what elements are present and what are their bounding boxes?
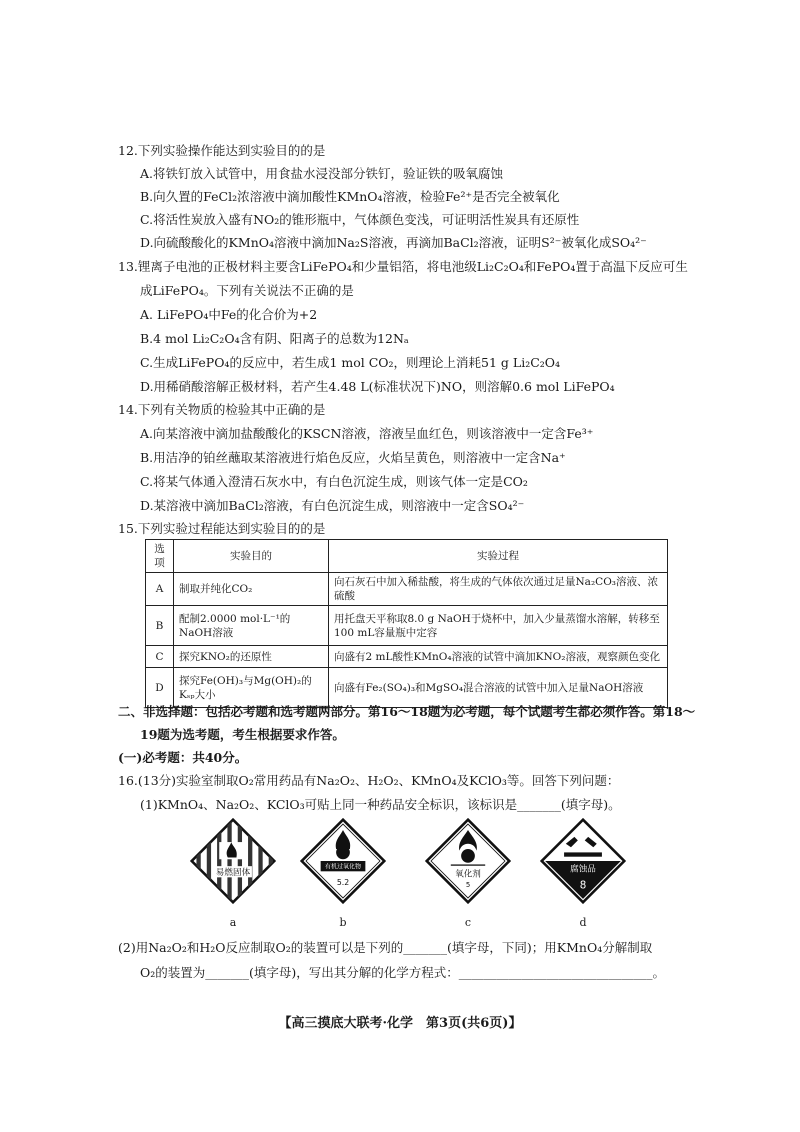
table-cell-goal: 制取并纯化CO₂: [174, 573, 329, 606]
sign-d-number: 8: [579, 879, 587, 892]
q13-option-c: C.生成LiFePO₄的反应中，若生成1 mol CO₂，则理论上消耗51 g Li₂C₂O₄: [140, 355, 561, 370]
organic-peroxide-sign-icon: [300, 818, 386, 904]
table-header-option: 选项: [146, 540, 174, 573]
table-header-goal: 实验目的: [174, 540, 329, 573]
q12-stem: 12.下列实验操作能达到实验目的的是: [118, 143, 326, 158]
sign-c-letter: c: [464, 916, 472, 929]
table-cell-option: A: [146, 573, 174, 606]
q12-option-b: B.向久置的FeCl₂浓溶液中滴加酸性KMnO₄溶液，检验Fe²⁺是否完全被氧化: [140, 189, 560, 204]
table-cell-goal: 探究Fe(OH)₃与Mg(OH)₂的Kₛₚ大小: [174, 668, 329, 708]
q16-part1: (1)KMnO₄、Na₂O₂、KClO₃可贴上同一种药品安全标识，该标识是_______(填字母)。: [140, 797, 621, 812]
q13-option-a: A. LiFePO₄中Fe的化合价为+2: [140, 307, 318, 322]
sign-c-label: 氧化剂: [455, 869, 481, 880]
table-cell-option: C: [146, 646, 174, 668]
corrosive-sign-icon: [540, 818, 626, 904]
flammable-solid-sign-icon: [190, 818, 276, 904]
q13-option-d: D.用稀硝酸溶解正极材料，若产生4.48 L(标准状况下)NO，则溶解0.6 mol LiFePO₄: [140, 379, 615, 394]
table-header-row: [146, 540, 668, 573]
sign-a-letter: a: [229, 916, 237, 929]
q14-option-d: D.某溶液中滴加BaCl₂溶液，有白色沉淀生成，则溶液中一定含SO₄²⁻: [140, 498, 525, 513]
sign-d-letter: d: [579, 916, 587, 929]
sign-b-label: 有机过氧化物: [324, 863, 362, 871]
table-cell-procedure: 向石灰石中加入稀盐酸，将生成的气体依次通过足量Na₂CO₃溶液、浓硫酸: [329, 573, 668, 606]
q13-stem-line2: 成LiFePO₄。下列有关说法不正确的是: [140, 283, 354, 298]
section2-intro-line1: 二、非选择题：包括必考题和选考题两部分。第16～18题为必考题，每个试题考生都必须作答。第18～: [118, 704, 696, 719]
table-header-procedure: 实验过程: [329, 540, 668, 573]
q13-option-b: B.4 mol Li₂C₂O₄含有阴、阳离子的总数为12Nₐ: [140, 331, 409, 346]
q14-option-b: B.用洁净的铂丝蘸取某溶液进行焰色反应，火焰呈黄色，则溶液中一定含Na⁺: [140, 450, 566, 465]
q12-option-c: C.将活性炭放入盛有NO₂的锥形瓶中，气体颜色变浅，可证明活性炭具有还原性: [140, 212, 580, 227]
sign-b-number: 5.2: [336, 878, 350, 888]
table-cell-procedure: 用托盘天平称取8.0 g NaOH于烧杯中，加入少量蒸馏水溶解，转移至100 mL容量瓶中定容: [329, 606, 668, 646]
table-row: [146, 606, 668, 646]
q14-stem: 14.下列有关物质的检验其中正确的是: [118, 402, 326, 417]
q14-option-a: A.向某溶液中滴加盐酸酸化的KSCN溶液，溶液呈血红色，则该溶液中一定含Fe³⁺: [140, 426, 594, 441]
table-cell-goal: 探究KNO₂的还原性: [174, 646, 329, 668]
q13-stem-line1: 13.锂离子电池的正极材料主要含LiFePO₄和少量铝箔，将电池级Li₂C₂O₄和FePO₄置于高温下反应可生: [118, 259, 688, 274]
q16-stem: 16.(13分)实验室制取O₂常用药品有Na₂O₂、H₂O₂、KMnO₄及KClO₃等。回答下列问题：: [118, 773, 620, 788]
q15-stem: 15.下列实验过程能达到实验目的的是: [118, 521, 326, 536]
table-row: [146, 668, 668, 708]
q12-option-a: A.将铁钉放入试管中，用食盐水浸没部分铁钉，验证铁的吸氧腐蚀: [140, 166, 504, 181]
oxidizer-sign-icon: [425, 818, 511, 904]
q12-option-d: D.向硫酸酸化的KMnO₄溶液中滴加Na₂S溶液，再滴加BaCl₂溶液，证明S²⁻被氧化成SO₄²⁻: [140, 235, 647, 250]
table-row: [146, 646, 668, 668]
q16-part2-line1: (2)用Na₂O₂和H₂O反应制取O₂的装置可以是下列的_______(填字母，下同)；用KMnO₄分解制取: [118, 940, 653, 955]
table-cell-option: B: [146, 606, 174, 646]
sign-b-letter: b: [339, 916, 347, 929]
sign-d-label: 腐蚀品: [570, 864, 596, 875]
q15-experiment-table: [145, 539, 668, 708]
q16-part2-line2: O₂的装置为_______(填字母)，写出其分解的化学方程式：_______________________________。: [140, 965, 666, 980]
table-cell-procedure: 向盛有2 mL酸性KMnO₄溶液的试管中滴加KNO₂溶液，观察颜色变化: [329, 646, 668, 668]
section2-required-heading: (一)必考题：共40分。: [118, 750, 248, 765]
sign-a-label: 易燃固体: [215, 867, 251, 878]
table-row: [146, 573, 668, 606]
table-cell-procedure: 向盛有Fe₂(SO₄)₃和MgSO₄混合溶液的试管中加入足量NaOH溶液: [329, 668, 668, 708]
table-cell-option: D: [146, 668, 174, 708]
table-cell-goal: 配制2.0000 mol·L⁻¹的NaOH溶液: [174, 606, 329, 646]
page-footer: 【高三摸底大联考·化学 第3页(共6页)】: [278, 1016, 522, 1031]
sign-c-number: 5: [465, 880, 471, 889]
section2-intro-line2: 19题为选考题，考生根据要求作答。: [140, 727, 345, 742]
q14-option-c: C.将某气体通入澄清石灰水中，有白色沉淀生成，则该气体一定是CO₂: [140, 474, 528, 489]
